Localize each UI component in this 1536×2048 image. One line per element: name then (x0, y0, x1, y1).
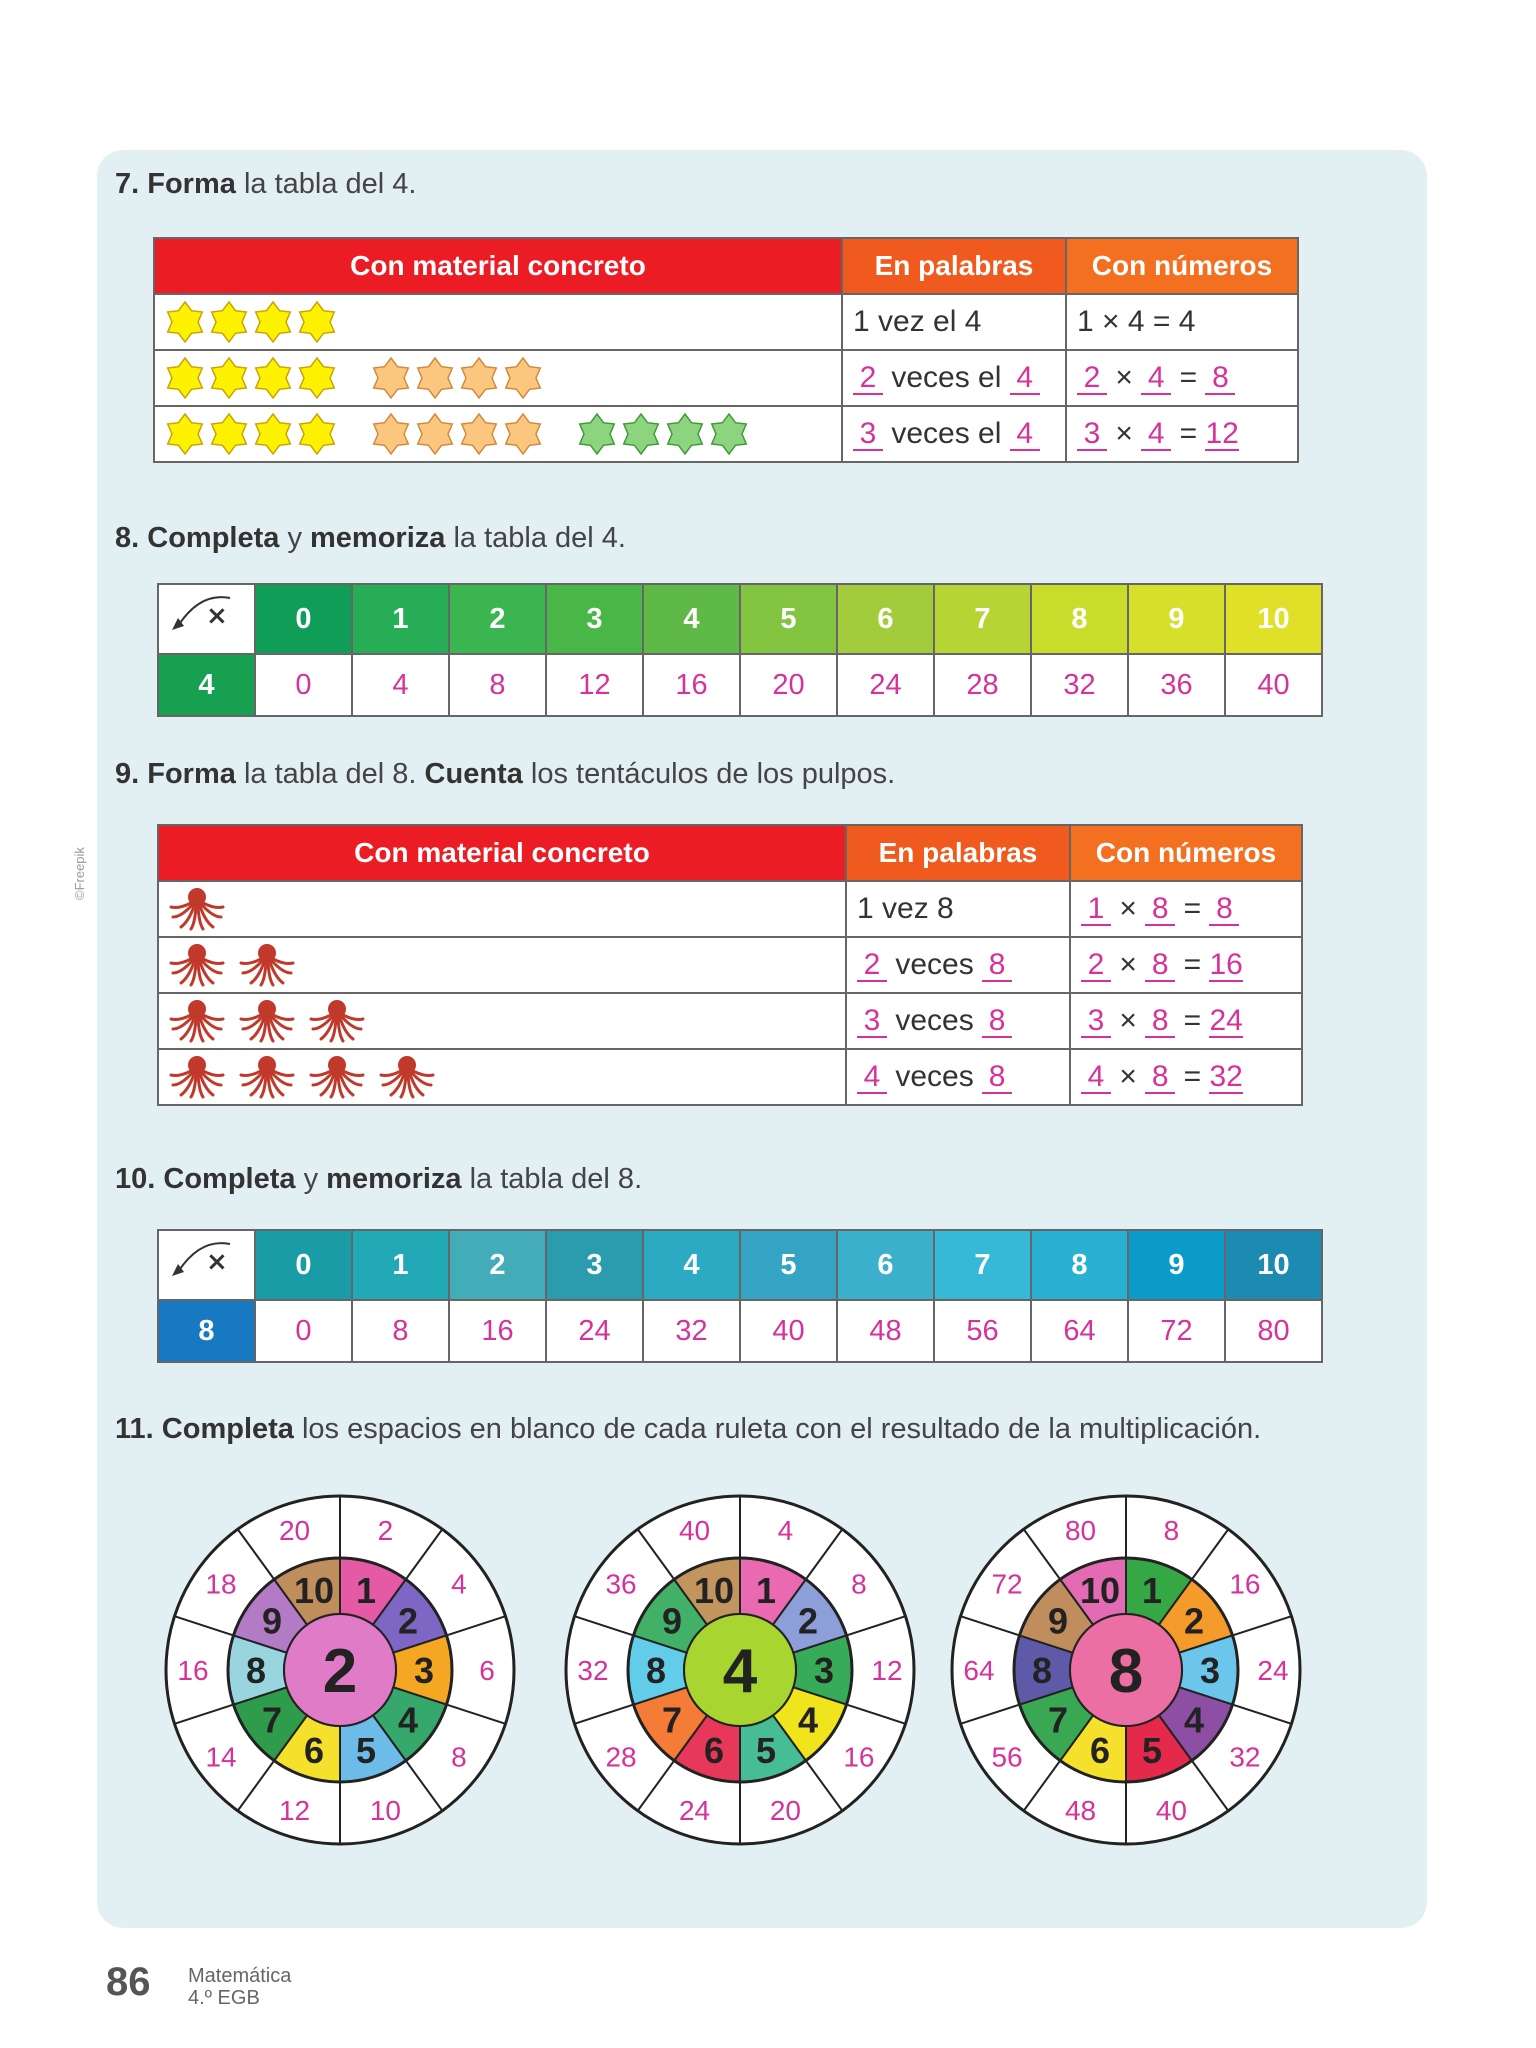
table-header-cell: 10 (1225, 1230, 1322, 1300)
star-icon (163, 412, 207, 456)
answer-field[interactable]: 32 (1209, 1060, 1243, 1093)
wheel-factor: 2 (397, 1600, 418, 1642)
answer-cell[interactable]: 56 (934, 1300, 1031, 1362)
octopus-icon (237, 943, 297, 987)
wheel-factor: 8 (645, 1650, 667, 1691)
wheel-factor: 1 (755, 1570, 776, 1612)
table-header-cell: 7 (934, 584, 1031, 654)
wheel-factor: 2 (797, 1600, 818, 1642)
wheel-factor: 3 (1199, 1650, 1221, 1691)
table-row: 4 veces 8 4 × 8 = 32 (158, 1049, 1302, 1105)
wheel-answer[interactable]: 32 (577, 1655, 609, 1686)
star-icon (207, 356, 251, 400)
answer-cell[interactable]: 28 (934, 654, 1031, 716)
table-header-cell: 3 (546, 1230, 643, 1300)
wheel-factor: 5 (755, 1729, 776, 1771)
table-header-cell: 0 (255, 584, 352, 654)
answer-field[interactable]: 16 (1209, 948, 1243, 981)
star-icon (575, 412, 619, 456)
wheel-factor: 3 (413, 1650, 435, 1691)
stars-2-groups (154, 350, 842, 406)
table-header-cell: 1 (352, 584, 449, 654)
answer-cell[interactable]: 36 (1128, 654, 1225, 716)
octopus-icon (307, 999, 367, 1043)
answer-cell[interactable]: 24 (546, 1300, 643, 1362)
answer-cell[interactable]: 4 (352, 654, 449, 716)
table-header-cell: 5 (740, 584, 837, 654)
answer-cell[interactable]: 40 (740, 1300, 837, 1362)
star-icon (207, 300, 251, 344)
wheel-answer[interactable]: 2 (377, 1515, 394, 1547)
wheel-factor: 5 (355, 1729, 376, 1771)
wheel-factor: 9 (1048, 1600, 1069, 1642)
answer-cell[interactable]: 80 (1225, 1300, 1322, 1362)
wheel-answer[interactable]: 20 (769, 1794, 802, 1826)
table-header-cell: 0 (255, 1230, 352, 1300)
wheel-factor: 4 (797, 1699, 818, 1741)
answer-field[interactable]: 4 (1010, 419, 1040, 451)
page-number: 86 (106, 1960, 151, 2004)
wheel-factor: 10 (294, 1570, 335, 1612)
answer-field[interactable]: 4 (1141, 419, 1171, 451)
octopus-icon (167, 887, 227, 931)
table-header-cell: 4 (643, 584, 740, 654)
answer-field[interactable]: 2 (1077, 363, 1107, 395)
table-header-cell: 6 (837, 584, 934, 654)
answer-cell[interactable]: 16 (449, 1300, 546, 1362)
wheel-answer[interactable]: 16 (177, 1655, 209, 1686)
wheel-answer[interactable]: 48 (1064, 1794, 1097, 1826)
star-icon (295, 412, 339, 456)
star-icon (251, 300, 295, 344)
wheel-factor: 5 (1141, 1729, 1162, 1771)
times-corner (158, 584, 255, 654)
star-icon (707, 412, 751, 456)
answer-field[interactable]: 4 (1010, 363, 1040, 395)
octopus-icon (377, 1055, 437, 1099)
wheel-answer[interactable]: 10 (369, 1794, 402, 1826)
octopus-icon (167, 943, 227, 987)
wheel-answer[interactable]: 28 (605, 1741, 637, 1773)
table-header-cell: 2 (449, 584, 546, 654)
table-header-cell: 1 (352, 1230, 449, 1300)
octopus-group-2 (158, 937, 846, 993)
wheel-answer[interactable]: 12 (278, 1794, 311, 1826)
octopus-icon (167, 1055, 227, 1099)
wheel-answer[interactable]: 8 (851, 1568, 867, 1600)
wheel-answer[interactable]: 4 (777, 1515, 794, 1547)
answer-cell[interactable]: 32 (1031, 654, 1128, 716)
octopus-icon (237, 999, 297, 1043)
table-row: 3 veces el 4 3 × 4 = 12 (154, 406, 1298, 462)
roulette-table-8 (946, 1490, 1306, 1850)
table-row: 3 veces 8 3 × 8 = 24 (158, 993, 1302, 1049)
answer-field[interactable]: 3 (857, 1006, 887, 1038)
wheel-factor: 7 (662, 1699, 683, 1741)
wheel-factor: 10 (1080, 1570, 1121, 1612)
factor-cell: 8 (158, 1300, 255, 1362)
star-icon (457, 356, 501, 400)
question-8: 8. Completa y memoriza la tabla del 4. (115, 522, 626, 554)
star-icon (369, 356, 413, 400)
table-row: 1 vez el 4 1 × 4 = 4 (154, 294, 1298, 350)
octopus-icon (307, 1055, 367, 1099)
factor-cell: 4 (158, 654, 255, 716)
table-header-cell: 9 (1128, 1230, 1225, 1300)
star-icon (501, 356, 545, 400)
answer-field[interactable]: 8 (1205, 363, 1235, 395)
answer-field[interactable]: 2 (853, 363, 883, 395)
answer-field[interactable]: 4 (1141, 363, 1171, 395)
wheel-factor: 9 (662, 1600, 683, 1642)
wheel-factor: 3 (813, 1650, 835, 1691)
wheel-factor: 7 (1048, 1699, 1069, 1741)
roulette-table-2 (160, 1490, 520, 1850)
stars-3-groups (154, 406, 842, 462)
octopus-icon (237, 1055, 297, 1099)
multiplication-table-8 (157, 1229, 1323, 1363)
svg-text:×: × (206, 1247, 228, 1277)
question-10: 10. Completa y memoriza la tabla del 8. (115, 1163, 643, 1195)
table-row: 2 veces 8 2 × 8 = 16 (158, 937, 1302, 993)
wheel-factor: 10 (694, 1570, 735, 1612)
wheel-answer[interactable]: 24 (1257, 1655, 1289, 1686)
answer-cell[interactable]: 20 (740, 654, 837, 716)
wheel-center-number: 2 (322, 1637, 358, 1706)
wheel-factor: 8 (1031, 1650, 1053, 1691)
answer-field[interactable]: 3 (853, 419, 883, 451)
answer-cell[interactable]: 0 (255, 1300, 352, 1362)
table-header-cell: 6 (837, 1230, 934, 1300)
answer-cell[interactable]: 0 (255, 654, 352, 716)
roulette-table-4 (560, 1490, 920, 1850)
octopus-group-4 (158, 1049, 846, 1105)
footer-subject: Matemática 4.º EGB (188, 1965, 292, 2009)
wheel-factor: 7 (262, 1699, 283, 1741)
octopus-group-3 (158, 993, 846, 1049)
answer-field[interactable]: 1 (1081, 894, 1111, 926)
star-icon (501, 412, 545, 456)
wheel-answer[interactable]: 4 (451, 1568, 467, 1600)
wheel-center-number: 8 (1108, 1637, 1144, 1706)
answer-field[interactable]: 8 (982, 1006, 1012, 1038)
table-4-material (153, 237, 1299, 463)
table-header-cell: 9 (1128, 584, 1225, 654)
answer-cell[interactable]: 48 (837, 1300, 934, 1362)
star-icon (163, 356, 207, 400)
answer-field[interactable]: 8 (1145, 950, 1175, 982)
answer-cell[interactable]: 64 (1031, 1300, 1128, 1362)
times-corner (158, 1230, 255, 1300)
wheel-answer[interactable]: 8 (451, 1741, 467, 1773)
answer-field[interactable]: 4 (1081, 1062, 1111, 1094)
star-icon (663, 412, 707, 456)
answer-field[interactable]: 4 (857, 1062, 887, 1094)
wheel-answer[interactable]: 24 (678, 1794, 711, 1826)
star-icon (457, 412, 501, 456)
table-header-cell: 10 (1225, 584, 1322, 654)
svg-text:×: × (206, 601, 228, 631)
header-numbers: Con números (1066, 238, 1298, 294)
star-icon (619, 412, 663, 456)
table-header-cell: 5 (740, 1230, 837, 1300)
wheel-answer[interactable]: 14 (205, 1741, 237, 1773)
star-icon (295, 300, 339, 344)
wheel-answer[interactable]: 40 (678, 1515, 711, 1547)
answer-field[interactable]: 24 (1209, 1004, 1243, 1037)
star-icon (251, 356, 295, 400)
wheel-factor: 9 (262, 1600, 283, 1642)
wheel-answer[interactable]: 12 (871, 1655, 903, 1686)
wheel-answer[interactable]: 56 (991, 1741, 1023, 1773)
answer-cell[interactable]: 8 (352, 1300, 449, 1362)
answer-cell[interactable]: 40 (1225, 654, 1322, 716)
wheel-answer[interactable]: 36 (605, 1568, 637, 1600)
wheel-factor: 2 (1183, 1600, 1204, 1642)
wheel-answer[interactable]: 8 (1163, 1515, 1180, 1547)
wheel-factor: 6 (704, 1729, 725, 1771)
answer-cell[interactable]: 32 (643, 1300, 740, 1362)
answer-cell[interactable]: 12 (546, 654, 643, 716)
table-header-cell: 2 (449, 1230, 546, 1300)
octopus-icon (167, 999, 227, 1043)
answer-field[interactable]: 3 (1081, 1006, 1111, 1038)
answer-field[interactable]: 8 (1145, 894, 1175, 926)
table-row: 1 vez 8 1 × 8 = 8 (158, 881, 1302, 937)
stars-1-group (154, 294, 842, 350)
wheel-factor: 4 (397, 1699, 418, 1741)
answer-field[interactable]: 8 (1209, 894, 1239, 926)
table-row: 2 veces el 4 2 × 4 = 8 (154, 350, 1298, 406)
wheel-factor: 6 (1090, 1729, 1111, 1771)
wheel-answer[interactable]: 32 (1229, 1741, 1261, 1773)
question-7: 7. Forma la tabla del 4. (115, 168, 417, 200)
multiplication-table-4 (157, 583, 1323, 717)
wheel-answer[interactable]: 18 (205, 1568, 237, 1600)
star-icon (163, 300, 207, 344)
table-header-cell: 8 (1031, 1230, 1128, 1300)
star-icon (413, 412, 457, 456)
answer-field[interactable]: 8 (982, 1062, 1012, 1094)
arrow-times-icon (160, 1232, 253, 1290)
answer-cell[interactable]: 72 (1128, 1300, 1225, 1362)
star-icon (413, 356, 457, 400)
wheel-center-number: 4 (722, 1637, 758, 1706)
header-material: Con material concreto (154, 238, 842, 294)
star-icon (295, 356, 339, 400)
answer-field[interactable]: 12 (1205, 417, 1239, 450)
wheel-factor: 1 (1141, 1570, 1162, 1612)
star-icon (251, 412, 295, 456)
wheel-factor: 1 (355, 1570, 376, 1612)
wheel-answer[interactable]: 16 (843, 1741, 875, 1773)
answer-field[interactable]: 8 (982, 950, 1012, 982)
question-11: 11. Completa los espacios en blanco de cada ruleta con el resultado de la multiplicación. (115, 1413, 1262, 1445)
answer-field[interactable]: 8 (1145, 1006, 1175, 1038)
wheel-answer[interactable]: 64 (963, 1655, 995, 1686)
wheel-factor: 6 (304, 1729, 325, 1771)
question-9: 9. Forma la tabla del 8. Cuenta los tentáculos de los pulpos. (115, 758, 896, 790)
star-icon (369, 412, 413, 456)
answer-field[interactable]: 2 (1081, 950, 1111, 982)
answer-cell[interactable]: 24 (837, 654, 934, 716)
answer-field[interactable]: 8 (1145, 1062, 1175, 1094)
wheel-factor: 8 (245, 1650, 267, 1691)
answer-cell[interactable]: 16 (643, 654, 740, 716)
octopus-group-1 (158, 881, 846, 937)
table-header-cell: 8 (1031, 584, 1128, 654)
wheel-answer[interactable]: 6 (479, 1655, 495, 1686)
wheel-answer[interactable]: 20 (278, 1515, 311, 1547)
answer-cell[interactable]: 8 (449, 654, 546, 716)
star-icon (207, 412, 251, 456)
wheel-answer[interactable]: 80 (1064, 1515, 1097, 1547)
header-words: En palabras (842, 238, 1066, 294)
answer-field[interactable]: 3 (1077, 419, 1107, 451)
wheel-answer[interactable]: 40 (1155, 1794, 1188, 1826)
table-header-cell: 7 (934, 1230, 1031, 1300)
answer-field[interactable]: 2 (857, 950, 887, 982)
wheel-factor: 4 (1183, 1699, 1204, 1741)
wheel-answer[interactable]: 16 (1229, 1568, 1261, 1600)
table-header-cell: 4 (643, 1230, 740, 1300)
table-8-material: Con material concreto En palabras Con números 1 vez 8 1 × 8 = 8 2 veces 8 2 × 8 = 16 3 veces 8 3 × 8 = 24 4 veces 8 4 × 8 = 32 (157, 824, 1303, 1106)
wheel-answer[interactable]: 72 (991, 1568, 1023, 1600)
image-credit: ©Freepik (72, 847, 87, 900)
arrow-times-icon (160, 586, 253, 644)
table-header-cell: 3 (546, 584, 643, 654)
